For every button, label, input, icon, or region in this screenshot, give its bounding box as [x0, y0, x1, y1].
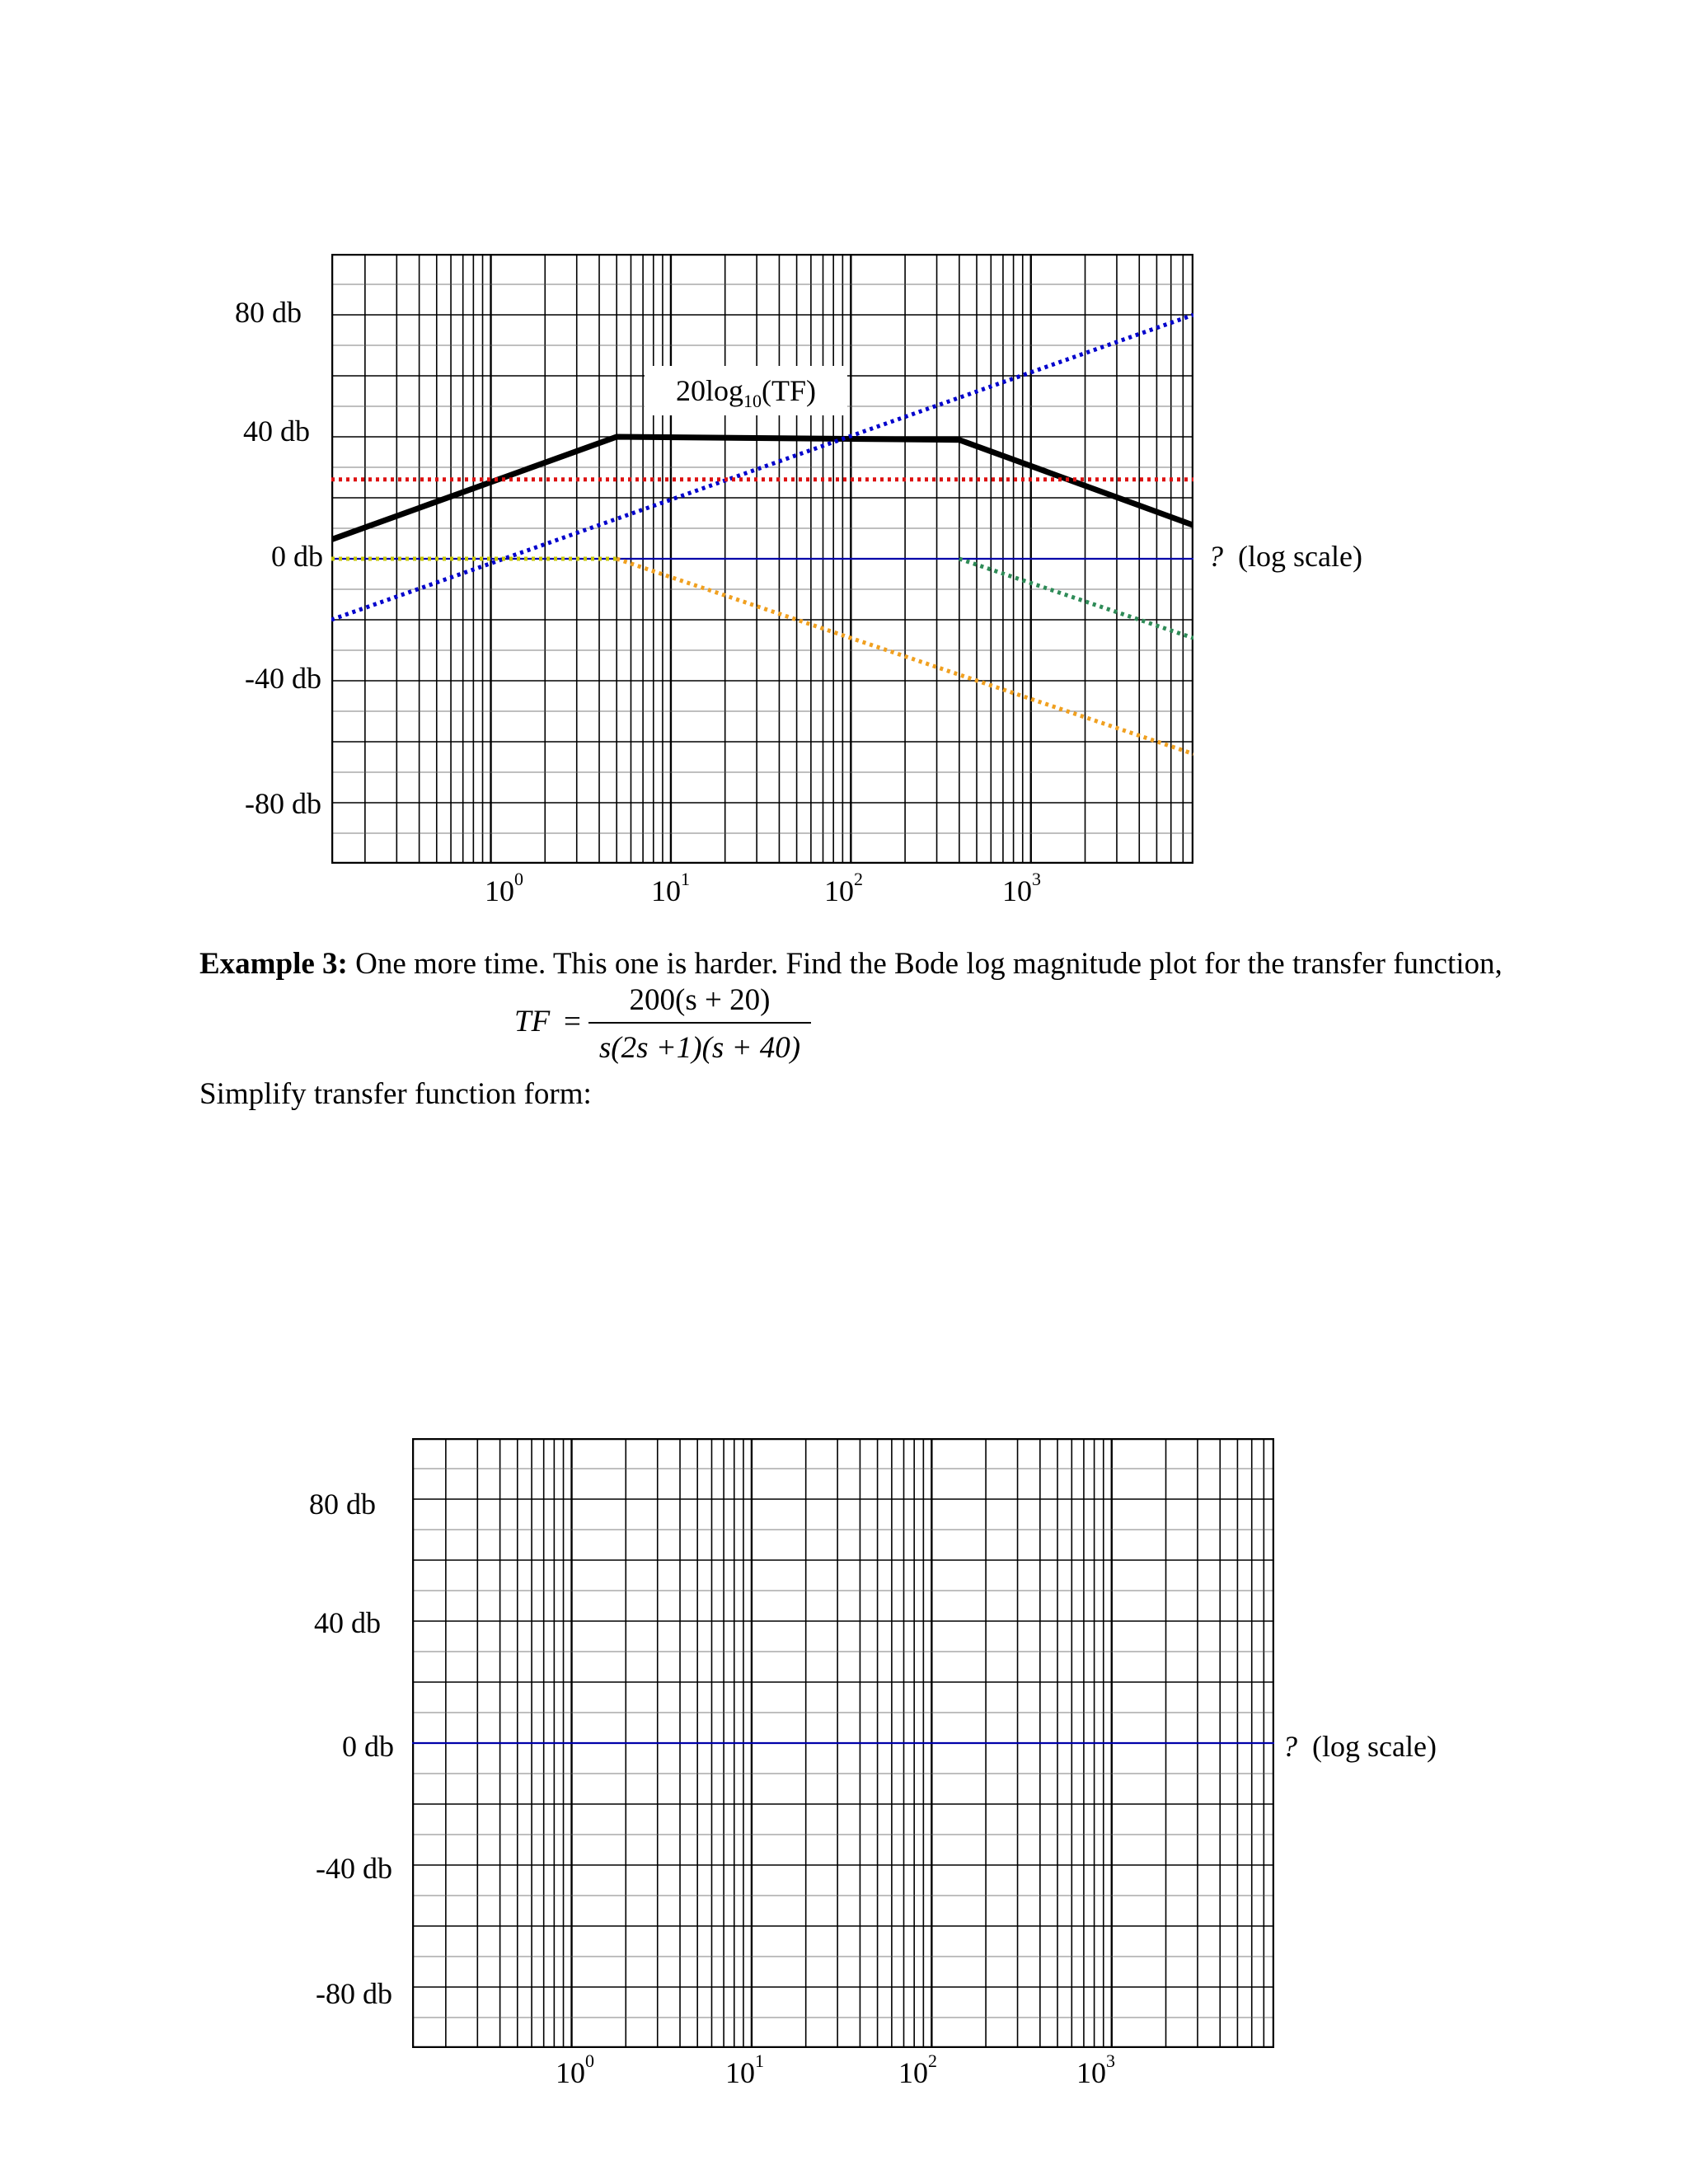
equals-sign: = — [564, 1005, 581, 1038]
bode-plot-1 — [331, 254, 1193, 864]
y-tick-label: 0 db — [271, 540, 323, 573]
tf-numerator: 200(s + 20) — [629, 983, 771, 1017]
fraction-bar — [588, 1022, 811, 1024]
y-tick-label: 40 db — [243, 415, 310, 448]
bode-plot-1-svg — [331, 254, 1193, 864]
y-tick-label: 40 db — [314, 1606, 381, 1639]
x-tick-label: $10^1$ — [651, 869, 690, 907]
bode-plot-2 — [412, 1438, 1274, 2048]
x-tick-label: $10^2$ — [898, 2050, 937, 2089]
curve-annotation: $20\log_{10}(TF)$ — [645, 366, 847, 415]
x-axis-note: ? (log scale) — [1282, 1730, 1437, 1763]
y-tick-label: 80 db — [309, 1488, 376, 1521]
y-tick-label: -40 db — [316, 1852, 392, 1885]
x-axis-note: ? (log scale) — [1208, 540, 1362, 573]
x-tick-label: $10^3$ — [1076, 2050, 1115, 2089]
simplify-prompt: Simplify transfer function form: — [199, 1077, 592, 1111]
example-paragraph: Example 3: One more time. This one is harder. Find the Bode log magnitude plot for the transfer function, — [199, 947, 1503, 981]
y-tick-label: -40 db — [245, 662, 321, 695]
bode-plot-2-svg — [412, 1438, 1274, 2048]
x-tick-label: $10^2$ — [824, 869, 863, 907]
y-tick-label: -80 db — [245, 787, 321, 820]
y-tick-label: 0 db — [342, 1730, 394, 1763]
tf-symbol: TF — [514, 1005, 551, 1038]
x-tick-label: $10^0$ — [485, 869, 523, 907]
series-line-6 — [959, 559, 1193, 638]
x-tick-label: $10^3$ — [1002, 869, 1041, 907]
x-tick-label: $10^0$ — [556, 2050, 594, 2089]
y-tick-label: 80 db — [235, 296, 302, 329]
series-line-0 — [331, 437, 1193, 540]
tf-denominator: s(2s +1)(s + 40) — [598, 1031, 801, 1065]
y-tick-label: -80 db — [316, 1977, 392, 2010]
x-tick-label: $10^1$ — [725, 2050, 764, 2089]
